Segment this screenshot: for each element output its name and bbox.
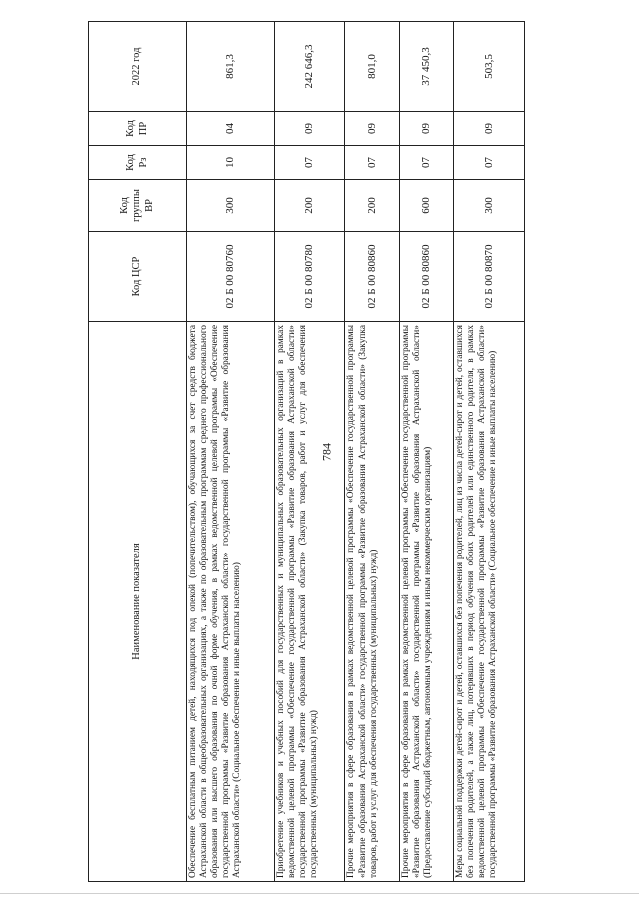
row-pr: 04 bbox=[187, 112, 275, 146]
row-name: Обеспечение бесплатным питанием детей, находящихся под опекой (попечительством), обучающихся за счет средств бюджета Астраханской области в общеобразовательных организациях, а также по образовательным программам среднего профессионального образования или высшего образования по очной форме обучения, в рамках ведомственной целевой программы «Обеспечение государственной программы «Развитие образования Астраханской области» государственной программы «Развитие образования Астраханской области» (Социальное обеспечение и иные выплаты населению) bbox=[187, 322, 275, 882]
row-rz: 07 bbox=[399, 146, 453, 180]
header-year-2022: 2022 год bbox=[89, 22, 187, 112]
row-rz: 07 bbox=[274, 146, 345, 180]
row-vr: 600 bbox=[399, 180, 453, 232]
row-vr: 200 bbox=[345, 180, 399, 232]
row-rz: 10 bbox=[187, 146, 275, 180]
row-amount-2022: 37 450,3 bbox=[399, 22, 453, 112]
row-pr: 09 bbox=[345, 112, 399, 146]
header-csr-code: Код ЦСР bbox=[89, 232, 187, 322]
table-row bbox=[274, 22, 345, 882]
page-number: 784 bbox=[319, 443, 334, 461]
rotated-table-wrapper bbox=[88, 22, 525, 882]
budget-table-container bbox=[88, 22, 525, 882]
row-rz: 07 bbox=[454, 146, 525, 180]
table-row bbox=[187, 22, 275, 882]
header-indicator-name: Наименование показателя bbox=[89, 322, 187, 882]
row-csr: 02 Б 00 80870 bbox=[454, 232, 525, 322]
row-amount-2022: 861,3 bbox=[187, 22, 275, 112]
header-pr-code: Код ПР bbox=[89, 112, 187, 146]
header-vr-code: Код группы ВР bbox=[89, 180, 187, 232]
row-pr: 09 bbox=[399, 112, 453, 146]
row-pr: 09 bbox=[274, 112, 345, 146]
row-csr: 02 Б 00 80760 bbox=[187, 232, 275, 322]
budget-table bbox=[88, 21, 525, 882]
table-header-row bbox=[89, 22, 187, 882]
row-pr: 09 bbox=[454, 112, 525, 146]
table-row bbox=[454, 22, 525, 882]
row-amount-2022: 503,5 bbox=[454, 22, 525, 112]
row-amount-2022: 242 646,3 bbox=[274, 22, 345, 112]
scan-edge-line bbox=[0, 893, 639, 894]
row-name: Прочие мероприятия в сфере образования в рамках ведомственной целевой программы «Обеспечение государственной программы «Развитие образования Астраханской области» государственной программы «Развитие образования Астраханской области» (Предоставление субсидий бюджетным, автономным учреждениям и иным некоммерческим организациям) bbox=[399, 322, 453, 882]
row-csr: 02 Б 00 80780 bbox=[274, 232, 345, 322]
row-vr: 300 bbox=[187, 180, 275, 232]
row-name: Меры социальной поддержки детей-сирот и детей, оставшихся без попечения родителей, лиц из числа детей-сирот и детей, оставшихся без попечения родителей, а также лиц, потерявших в период обучения обоих родителей или единственного родителя, в рамках ведомственной целевой программы «Обеспечение государственной программы «Развитие образования Астраханской области» государственной программы «Развитие образования Астраханской области» (Социальное обеспечение и иные выплаты населению) bbox=[454, 322, 525, 882]
row-name: Приобретение учебников и учебных пособий для государственных и муниципальных образовательных организаций в рамках ведомственной целевой программы «Обеспечение государственной программы «Развитие образования Астраханской области» государственной программы «Развитие образования Астраханской области» (Закупка товаров, работ и услуг для обеспечения государственных (муниципальных) нужд) bbox=[274, 322, 345, 882]
table-row bbox=[345, 22, 399, 882]
header-rz-code: Код Рз bbox=[89, 146, 187, 180]
row-amount-2022: 801,0 bbox=[345, 22, 399, 112]
row-vr: 200 bbox=[274, 180, 345, 232]
row-rz: 07 bbox=[345, 146, 399, 180]
row-name: Прочие мероприятия в сфере образования в рамках ведомственной целевой программы «Обеспечение государственной программы «Развитие образования Астраханской области» государственной программы «Развитие образования Астраханской области» (Закупка товаров, работ и услуг для обеспечения государственных (муниципальных) нужд) bbox=[345, 322, 399, 882]
row-csr: 02 Б 00 80860 bbox=[399, 232, 453, 322]
row-csr: 02 Б 00 80860 bbox=[345, 232, 399, 322]
row-vr: 300 bbox=[454, 180, 525, 232]
table-row bbox=[399, 22, 453, 882]
